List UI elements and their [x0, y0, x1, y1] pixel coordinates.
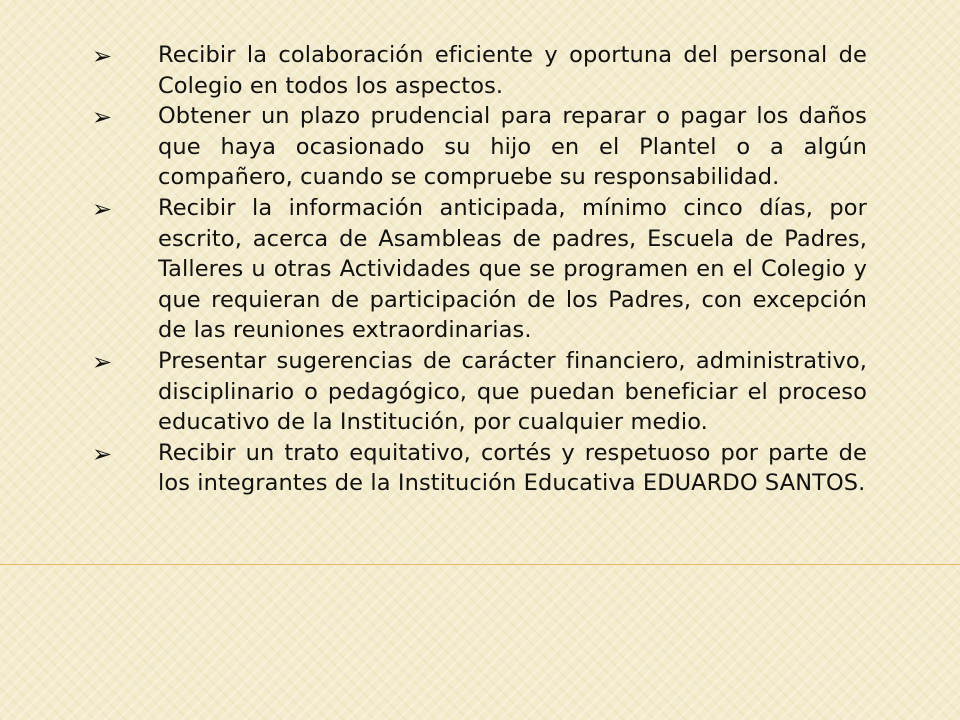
bullet-text: Recibir la colaboración eficiente y oportuna del personal de Colegio en todos los aspectos.	[158, 42, 867, 99]
list-item	[92, 438, 867, 499]
list-item	[92, 40, 867, 101]
arrowhead-bullet-icon: ➢	[92, 347, 113, 376]
arrowhead-bullet-icon: ➢	[92, 42, 113, 70]
list-item	[92, 101, 867, 193]
accent-divider-line	[0, 564, 960, 565]
bullet-text: Recibir la información anticipada, mínimo cinco días, por escrito, acerca de Asambleas de padres, Escuela de Padres, Talleres u otras Actividades que se programen en el Colegio y que requieran de participación de los Padres, con excepción de las reuniones extraordinarias.	[158, 194, 867, 344]
list-item	[92, 193, 867, 346]
bullet-list	[92, 40, 867, 499]
slide-content	[92, 40, 867, 499]
list-item	[92, 346, 867, 438]
bullet-text: Presentar sugerencias de carácter financiero, administrativo, disciplinario o pedagógico, que puedan beneficiar el proceso educativo de la Institución, por cualquier medio.	[158, 347, 867, 436]
bullet-text: Recibir un trato equitativo, cortés y respetuoso por parte de los integrantes de la Institución Educativa EDUARDO SANTOS.	[158, 439, 867, 497]
arrowhead-bullet-icon: ➢	[92, 103, 113, 132]
bullet-text: Obtener un plazo prudencial para reparar o pagar los daños que haya ocasionado su hijo en el Plantel o a algún compañero, cuando se compruebe su responsabilidad.	[158, 103, 867, 191]
arrowhead-bullet-icon: ➢	[92, 194, 113, 223]
arrowhead-bullet-icon: ➢	[92, 439, 113, 468]
